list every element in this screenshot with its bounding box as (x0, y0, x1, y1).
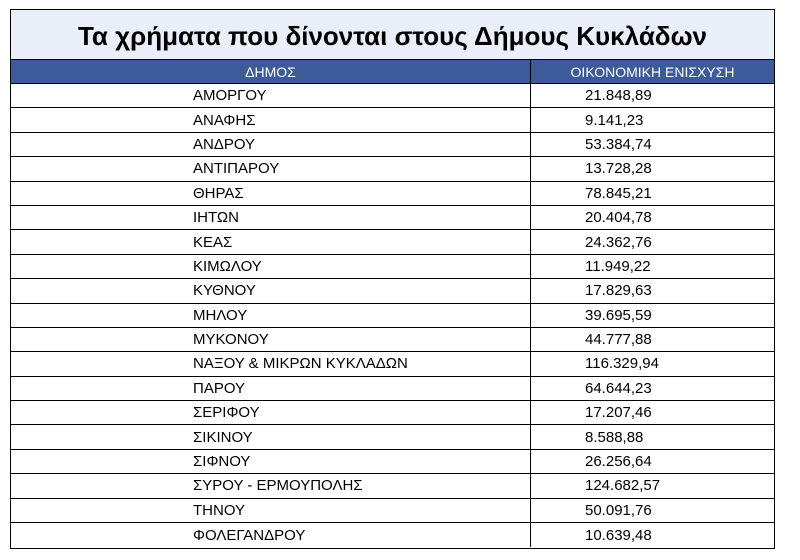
municipality-cell: ΠΑΡΟΥ (11, 377, 531, 400)
municipality-cell: ΑΜΟΡΓΟΥ (11, 84, 531, 107)
table-row (11, 279, 774, 303)
table-row (11, 133, 774, 157)
municipality-cell: ΣΙΦΝΟΥ (11, 450, 531, 473)
amount-cell: 11.949,22 (585, 257, 651, 275)
municipality-cell: ΜΗΛΟΥ (11, 304, 531, 327)
amount-cell: 24.362,76 (585, 233, 652, 251)
amount-cell: 39.695,59 (585, 306, 652, 324)
municipality-cell: ΝΑΞΟΥ & ΜΙΚΡΩΝ ΚΥΚΛΑΔΩΝ (11, 352, 531, 375)
table-row (11, 304, 774, 328)
amount-cell: 8.588,88 (585, 428, 644, 446)
municipality-cell: ΣΕΡΙΦΟΥ (11, 401, 531, 424)
amount-cell: 78.845,21 (585, 184, 652, 202)
page-title: Τα χρήματα που δίνονται στους Δήμους Κυκλάδων (77, 21, 707, 51)
amount-cell: 116.329,94 (585, 355, 659, 373)
header-municipality: ΔΗΜΟΣ (11, 60, 531, 83)
table-row (11, 84, 774, 108)
table-row (11, 425, 774, 449)
table-row (11, 108, 774, 132)
table-row (11, 377, 774, 401)
table-header (11, 60, 774, 84)
amount-cell: 124.682,57 (585, 477, 661, 495)
table-row (11, 474, 774, 498)
amount-cell: 17.829,63 (585, 282, 652, 300)
amount-cell: 44.777,88 (585, 331, 652, 349)
municipality-cell: ΑΝΤΙΠΑΡΟΥ (11, 157, 531, 180)
table-row (11, 157, 774, 181)
municipality-cell: ΘΗΡΑΣ (11, 182, 531, 205)
municipality-cell: ΙΗΤΩΝ (11, 206, 531, 229)
table-row (11, 230, 774, 254)
amount-cell: 64.644,23 (585, 379, 652, 397)
municipality-cell: ΚΥΘΝΟΥ (11, 279, 531, 302)
amount-cell: 26.256,64 (585, 453, 652, 471)
table-row (11, 523, 774, 547)
municipality-cell: ΣΙΚΙΝΟΥ (11, 425, 531, 448)
municipality-cell: ΚΕΑΣ (11, 230, 531, 253)
amount-cell: 50.091,76 (585, 501, 652, 519)
table-row (11, 206, 774, 230)
table-row (11, 352, 774, 376)
amount-cell: 9.141,23 (585, 111, 644, 129)
municipality-cell: ΚΙΜΩΛΟΥ (11, 255, 531, 278)
amount-cell: 20.404,78 (585, 209, 652, 227)
table-row (11, 328, 774, 352)
municipality-cell: ΜΥΚΟΝΟΥ (11, 328, 531, 351)
amount-cell: 13.728,28 (585, 160, 652, 178)
municipality-cell: ΤΗΝΟΥ (11, 499, 531, 522)
amount-cell: 17.207,46 (585, 404, 652, 422)
municipality-cell: ΑΝΔΡΟΥ (11, 133, 531, 156)
table-body (11, 84, 774, 547)
municipality-cell: ΣΥΡΟΥ - ΕΡΜΟΥΠΟΛΗΣ (11, 474, 531, 497)
amount-cell: 10.639,48 (585, 526, 652, 544)
municipality-cell: ΑΝΑΦΗΣ (11, 108, 531, 131)
funding-table-sheet (10, 9, 775, 549)
table-row (11, 401, 774, 425)
title-row (11, 10, 774, 60)
table-row (11, 255, 774, 279)
amount-cell: 21.848,89 (585, 87, 652, 105)
municipality-cell: ΦΟΛΕΓΑΝΔΡΟΥ (11, 523, 531, 547)
amount-cell: 53.384,74 (585, 135, 652, 153)
table-row (11, 182, 774, 206)
table-row (11, 499, 774, 523)
table-row (11, 450, 774, 474)
header-amount: ΟΙΚΟΝΟΜΙΚΗ ΕΝΙΣΧΥΣΗ (570, 63, 735, 80)
